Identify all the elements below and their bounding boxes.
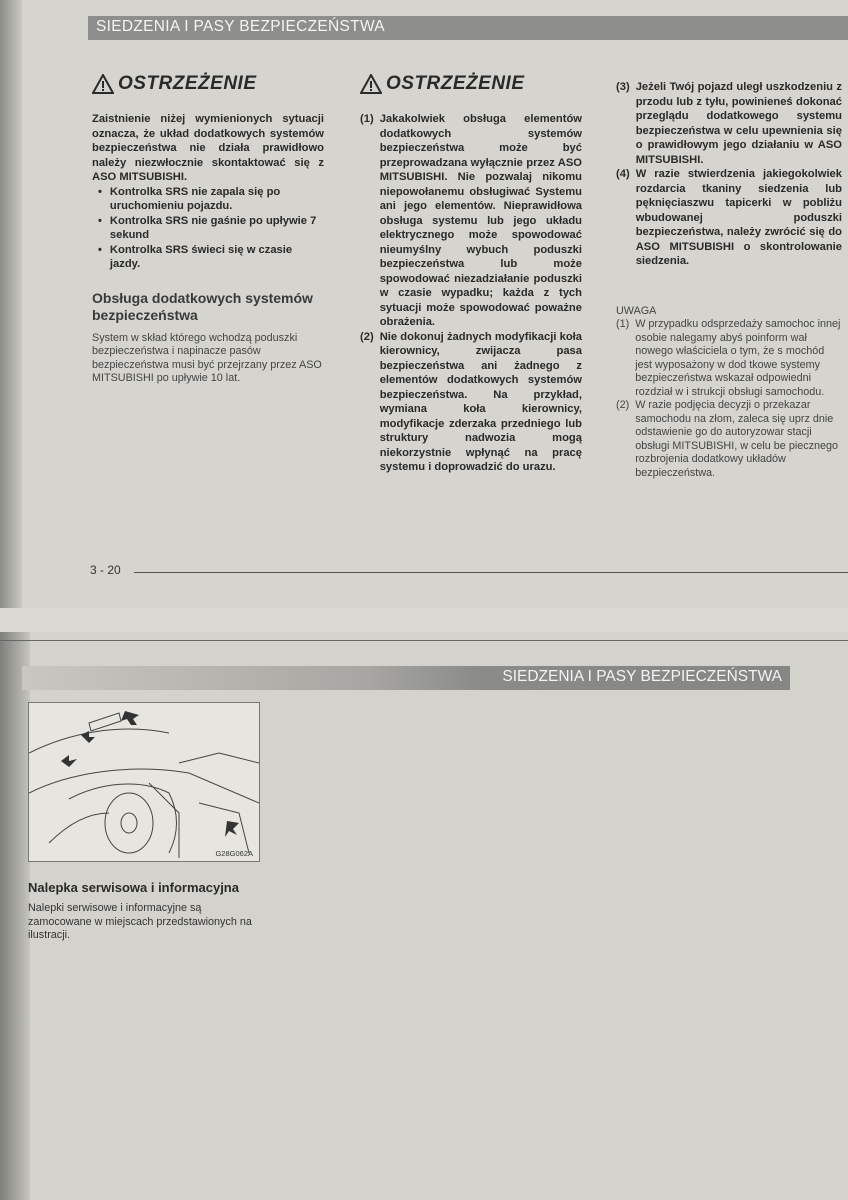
bullet-text: Kontrolka SRS świeci się w czasie jazdy.	[109, 243, 293, 270]
note-text: W razie podjęcia decyzji o przekazar samochodu na złom, zaleca się uprz dnie odstawienie go do autoryzowar stacji obsługi MITSUBISHI, w celu be piecznego rozbrojenia dodatkowy układów bezpieczeństwa.	[635, 399, 839, 479]
item-text: Nie dokonuj żadnych modyfikacji koła kierownicy, zwijacza pasa bezpieczeństwa ani żadnego z elementów dodatkowych systemów bezpieczeństwa. Na przykład, wymiana koła kierownicy, modyfikacje zderzaka przedniego lub struktury nadwozia mogą niekorzystnie wpłynąć na pracę systemu i doprowadzić do urazu.	[379, 330, 582, 473]
bullet-item	[92, 243, 324, 272]
bullet-dot-icon: •	[98, 214, 102, 227]
scan-gutter-bottom	[0, 632, 30, 1200]
item-text: W razie stwierdzenia jakiegokolwiek rozdarcia tkaniny siedzenia lub pęknięciaszwu tapicerki w pobliżu wbudowanej poduszki bezpieczeństwa, należy zwrócić się do ASO MITSUBISHI o skontrolowanie siedzenia.	[635, 168, 842, 267]
warning-title-text: OSTRZEŻENIE	[386, 72, 525, 94]
sticker-section-title: Nalepka serwisowa i informacyjna	[28, 880, 239, 895]
item-number: (4)	[616, 168, 630, 180]
section-title: Obsługa dodatkowych systemów bezpieczeństwa	[92, 289, 313, 323]
note-number: (1)	[616, 318, 630, 330]
section-header-bar-2: SIEDZENIA I PASY BEZPIECZEŃSTWA	[22, 666, 790, 690]
numbered-item	[360, 330, 582, 475]
bullet-item	[92, 185, 324, 214]
section-header-bar: SIEDZENIA I PASY BEZPIECZEŃSTWA	[88, 16, 848, 40]
bullet-dot-icon: •	[98, 185, 102, 198]
sticker-section-body: Nalepki serwisowe i informacyjne są zamocowane w miejscach przedstawionych na ilustracji.	[28, 902, 252, 941]
figure-code: G28G062A	[215, 849, 253, 858]
warning-title-text: OSTRZEŻENIE	[118, 72, 257, 94]
item-text: Jeżeli Twój pojazd uległ uszkodzeniu z przodu lub z tyłu, powinieneś dokonać przeglądu dodatkowego systemu bezpieczeństwa w celu upewnienia się o prawidłowym jego działaniu w ASO MITSUBISHI.	[635, 81, 842, 166]
warning-triangle-icon	[92, 74, 114, 94]
interior-sketch	[29, 703, 259, 861]
item-text: Jakakolwiek obsługa elementów dodatkowych systemów bezpieczeństwa może być przeprowadzana wyłącznie przez ASO MITSUBISHI. Nie pozwalaj nikomu niepowołanemu obsługiwać Systemu ani jego elementów. Nieprawidłowa obsługa systemu lub jego układu elektrycznego może spowodować nieumyślny wybuch poduszki bezpieczeństwa lub może spowodować niezadziałanie poduszki w czasie wypadku; każda z tych sytuacji może spowodować poważne obrażenia.	[379, 113, 582, 328]
item-number: (2)	[360, 330, 374, 343]
bullet-dot-icon: •	[98, 243, 102, 256]
numbered-item	[616, 80, 842, 167]
note-title: UWAGA	[616, 304, 657, 317]
note-item	[616, 318, 842, 399]
note-item	[616, 399, 842, 480]
note-text: W przypadku odsprzedaży samochoc innej osobie nalegamy abyś poinform wał nowego właściciela o tym, że s mochód jest wyposażony w dod tkowe systemy bezpieczeństwa wskazał odpowiedni rozdział w i strukcji obsługi samochodu.	[635, 318, 841, 398]
warning-heading-2	[360, 74, 582, 94]
note-number: (2)	[616, 399, 630, 411]
bullet-text: Kontrolka SRS nie gaśnie po upływie 7 sekund	[109, 214, 317, 241]
page-top-rule	[0, 640, 848, 641]
item-number: (3)	[616, 81, 630, 93]
car-interior-illustration	[28, 702, 260, 862]
warning-column-3	[616, 80, 842, 480]
warning-column-1	[92, 74, 324, 386]
warning-intro: Zaistnienie niżej wymienionych sytuacji oznacza, że układ dodatkowych systemów bezpieczeństwa nie działa prawidłowo należy niezwłocznie skontaktować się z ASO MITSUBISHI.	[92, 113, 324, 183]
warning-triangle-icon	[360, 74, 382, 94]
numbered-item	[360, 112, 582, 330]
bullet-text: Kontrolka SRS nie zapala się po uruchomieniu pojazdu.	[109, 185, 281, 212]
item-number: (1)	[360, 113, 374, 125]
numbered-item	[616, 167, 842, 269]
bullet-item	[92, 214, 324, 243]
footer-rule	[134, 572, 848, 573]
section-body: System w skład którego wchodzą poduszki bezpieczeństwa i napinacze pasów bezpieczeństwa musi być przejrzany przez ASO MITSUBISHI po upływie 10 lat.	[92, 331, 322, 384]
page-number: 3 - 20	[90, 563, 121, 577]
warning-column-2	[360, 74, 582, 475]
warning-heading-1	[92, 74, 324, 94]
scan-gutter-top	[0, 0, 22, 608]
